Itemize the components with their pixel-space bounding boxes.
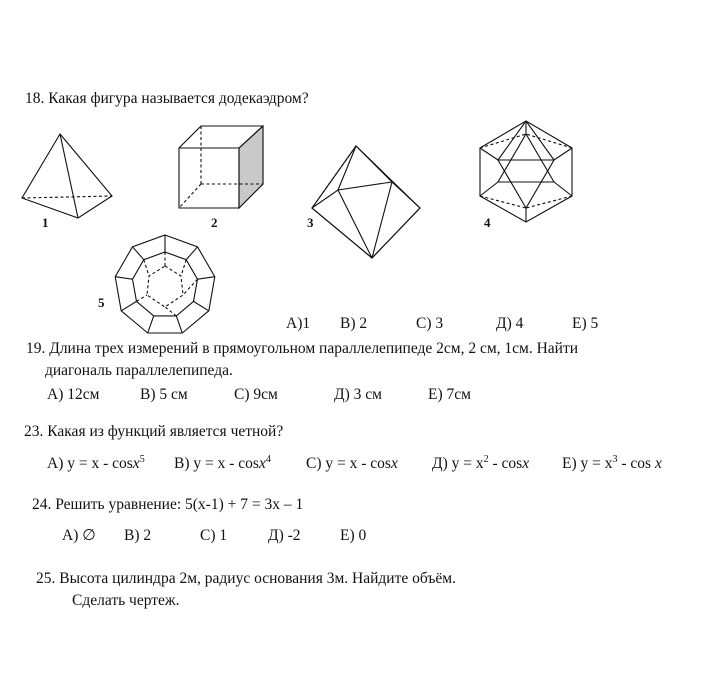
figure-label-2: 2 [211,215,218,230]
figure-label-1: 1 [42,215,49,230]
cube-figure [175,122,270,214]
q23-answer-d[interactable]: Д) $y = x^2 - \cos x$ [432,454,530,472]
q18-answer-c[interactable]: C) 3 [416,315,444,332]
q19-answer-c[interactable]: C) 9см [234,386,278,403]
q24-answer-a[interactable]: A) ∅ [62,527,96,544]
dodecahedron-figure [110,232,220,342]
q23-answer-c[interactable]: C) y = x - cosx [306,455,398,472]
q18-answer-d[interactable]: Д) 4 [496,315,524,332]
icosahedron-figure [476,118,581,226]
q18-answer-a[interactable]: A)1 [286,315,311,332]
figure-label-4: 4 [484,215,491,230]
q18-answer-e[interactable]: E) 5 [572,315,599,332]
question-25-line2: Сделать чертеж. [72,592,180,609]
q19-answer-a[interactable]: A) 12см [47,386,100,403]
q24-answer-d[interactable]: Д) -2 [268,527,301,544]
figure-label-3: 3 [307,215,314,230]
question-18-text: 18. Какая фигура называется додекаэдром? [25,90,309,107]
q24-answer-e[interactable]: E) 0 [340,527,367,544]
q23-answer-b[interactable]: B) y = x - cosx$^4$ [174,454,271,472]
q23-answer-a[interactable]: A) y = x - cosx$^5$ [47,454,145,472]
q23-answer-e[interactable]: E) $y = x^3 - \cos x$ [562,454,662,472]
question-25-line1: 25. Высота цилиндра 2м, радиус основания 3м. Найдите объём. [36,570,456,587]
q24-answer-b[interactable]: B) 2 [124,527,152,544]
tetrahedron-figure [18,130,118,225]
octahedron-figure [308,140,424,262]
q18-answer-b[interactable]: B) 2 [340,315,368,332]
question-19-line2: диагональ параллелепипеда. [45,362,233,379]
q19-answer-b[interactable]: B) 5 см [140,386,188,403]
q24-answer-c[interactable]: C) 1 [200,527,228,544]
q19-answer-e[interactable]: E) 7см [428,386,471,403]
q19-answer-d[interactable]: Д) 3 см [334,386,382,403]
question-23-text: 23. Какая из функций является четной? [24,423,284,440]
question-19-line1: 19. Длина трех измерений в прямоугольном параллелепипеде 2см, 2 см, 1см. Найти [26,340,579,357]
question-24-text: 24. Решить уравнение: 5(x-1) + 7 = 3x – 1 [32,496,304,513]
figure-label-5: 5 [98,295,105,310]
